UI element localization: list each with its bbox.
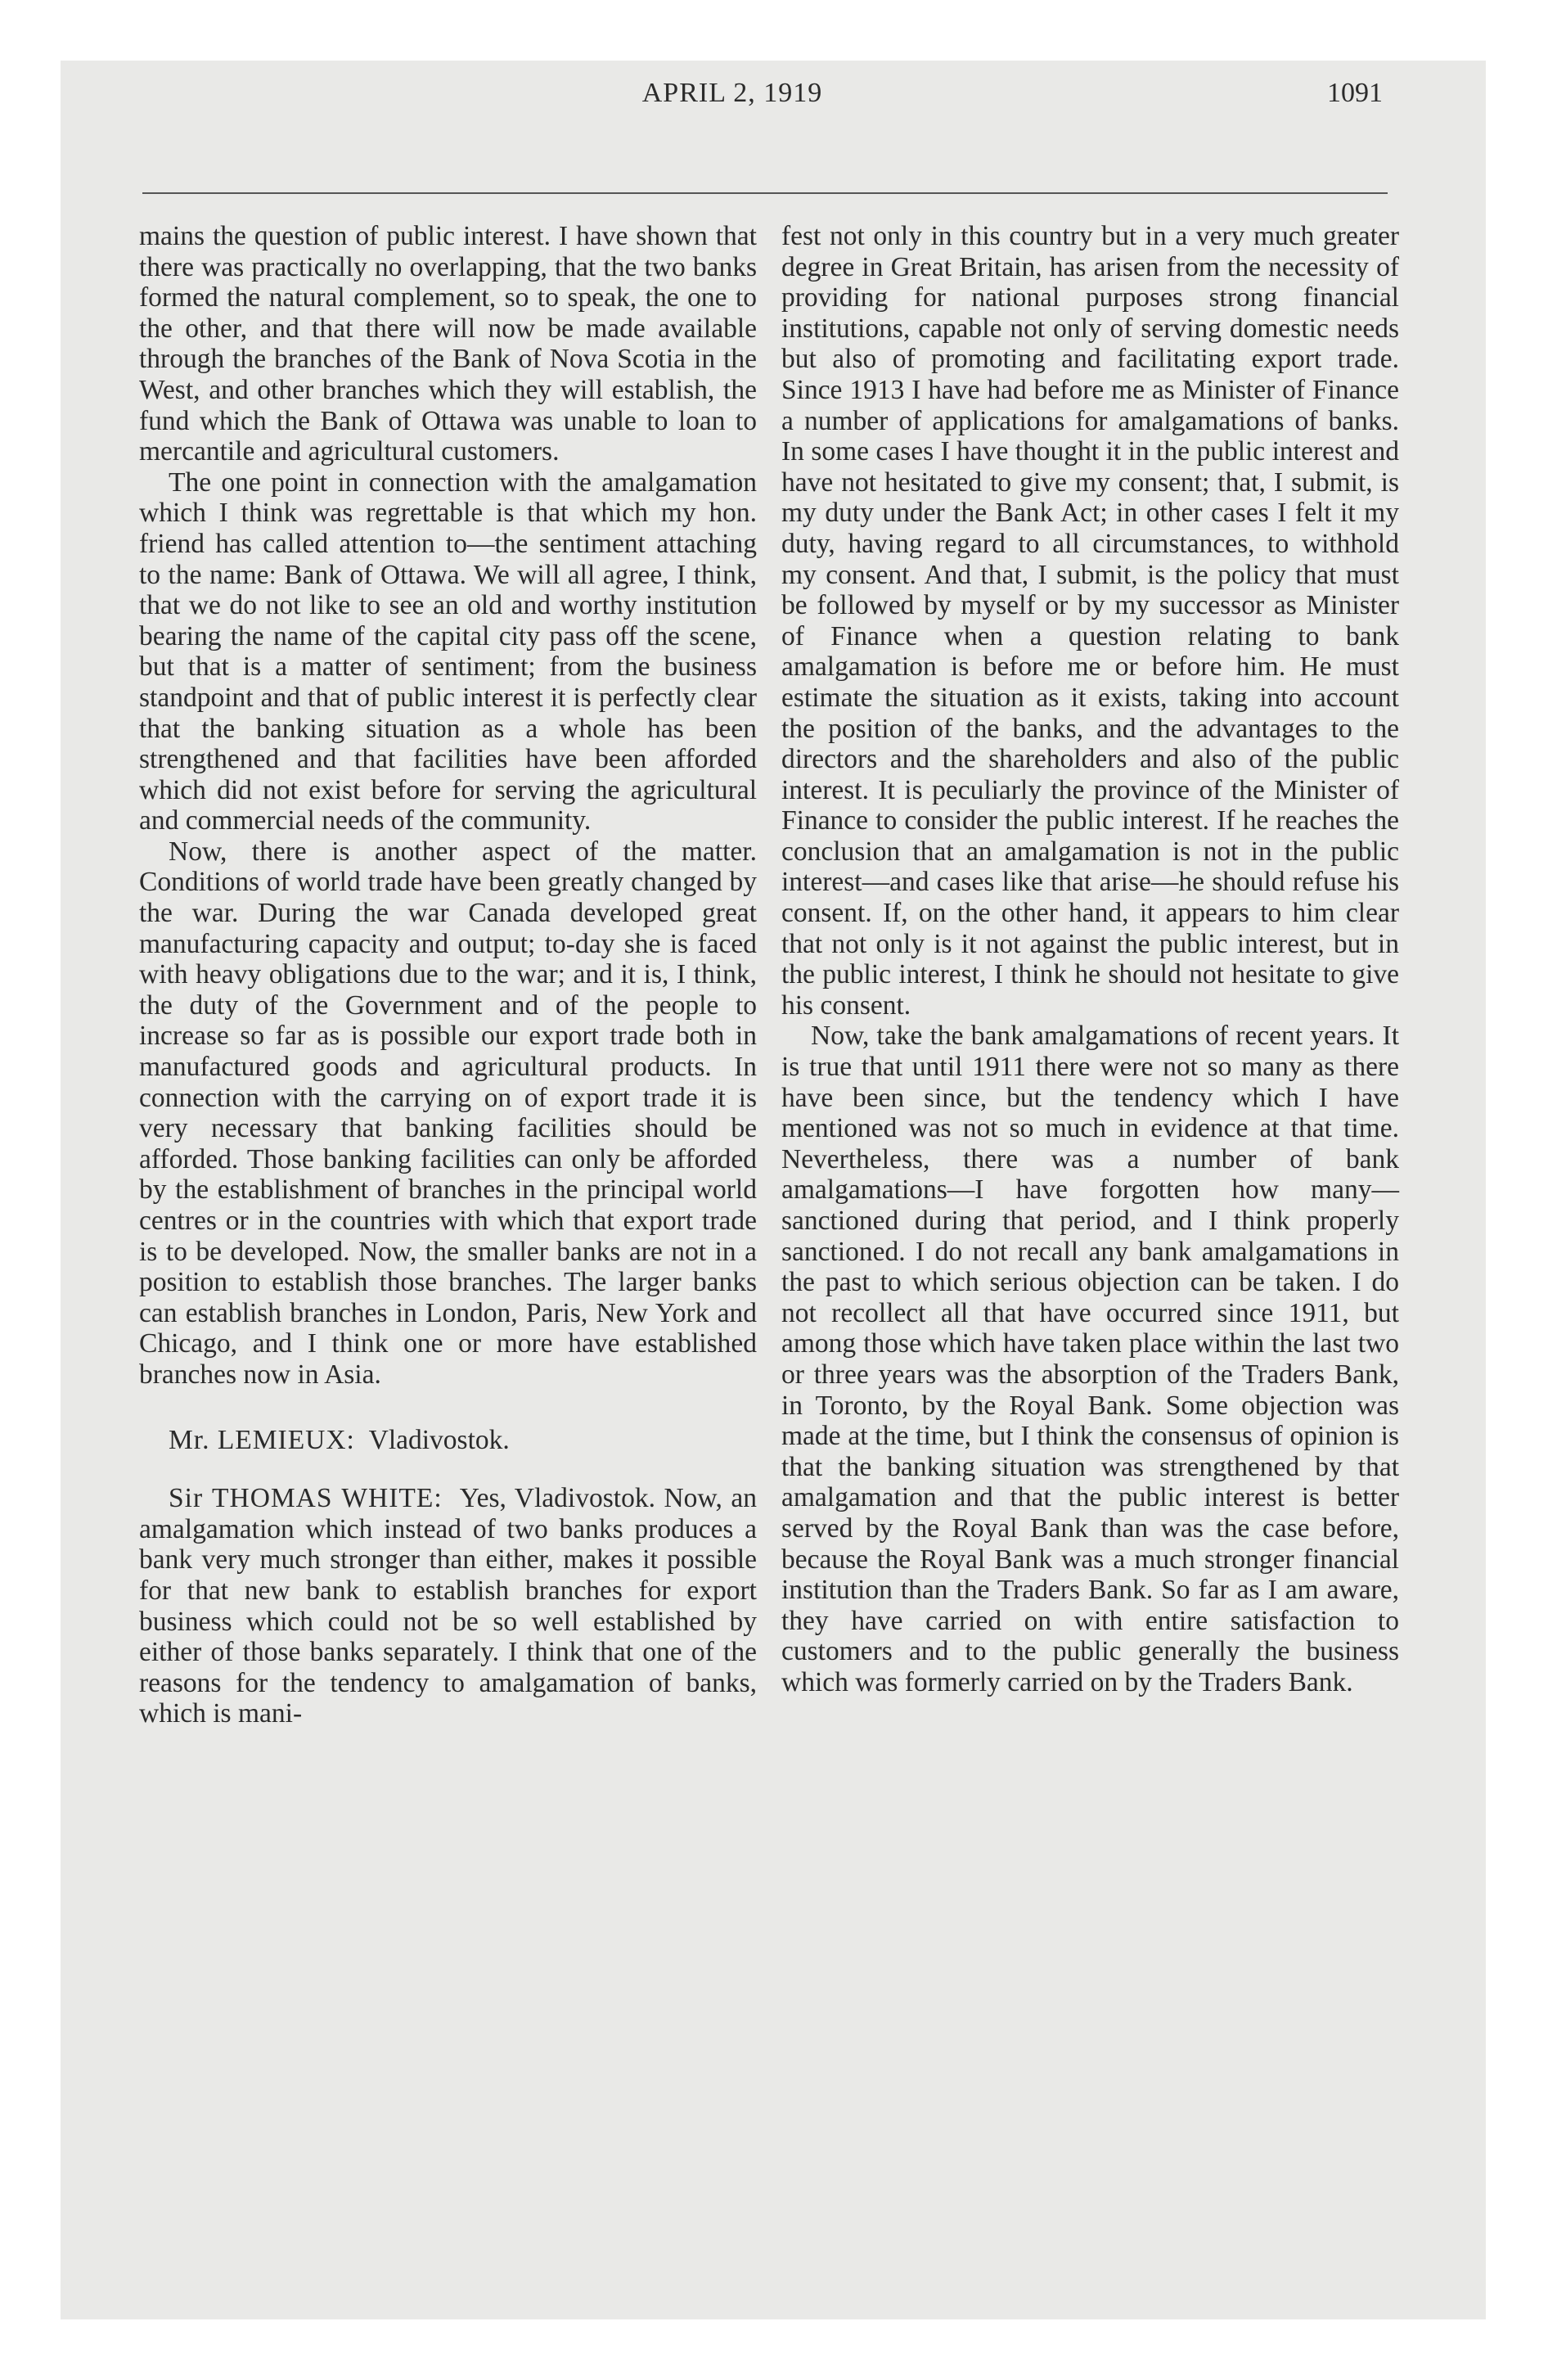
speaker-exchange bbox=[139, 1483, 757, 1729]
page-header bbox=[82, 78, 1383, 127]
paragraph: fest not only in this country but in a very much greater degree in Great Britain, has arisen from the necessity of providing for national purposes strong financial institutions, capable not only of serving domestic needs but also of promoting and facilitating export trade. Since 1913 I have had before me as Minister of Finance a number of applications for amalgamations of banks. In some cases I have thought it in the public interest and have not hesitated to give my consent; that, I submit, is my duty under the Bank Act; in other cases I felt it my duty, having regard to all circumstances, to withhold my consent. And that, I submit, is the policy that must be followed by myself or by my successor as Minister of Finance when a question relating to bank amalgamation is before me or before him. He must estimate the situation as it exists, taking into account the position of the banks, and the advantages to the directors and the shareholders and also of the public interest. It is peculiarly the province of the Minister of Finance to consider the public interest. If he reaches the conclusion that an amalgamation is not in the public interest—and cases like that arise—he should refuse his consent. If, on the other hand, it appears to him clear that not only is it not against the public interest, but in the public interest, I think he should not hesitate to give his consent. bbox=[781, 221, 1399, 1021]
header-divider bbox=[142, 192, 1388, 194]
paragraph: Now, take the bank amalgamations of recent years. It is true that until 1911 there were not so many as there have been since, but the tendency which I have mentioned was not so much in evidence at that time. Nevertheless, there was a number of bank amalgamations—I have forgotten how many—sanctioned during that period, and I think properly sanctioned. I do not recall any bank amalgamations in the past to which serious objection can be taken. I do not recollect all that have occurred since 1911, but among those which have taken place within the last two or three years was the absorption of the Traders Bank, in Toronto, by the Royal Bank. Some objection was made at the time, but I think the consensus of opinion is that the banking situation was strengthened by that amalgamation and that the public interest is better served by the Royal Bank than was the case before, because the Royal Bank was a much stronger financial institution than the Traders Bank. So far as I am aware, they have carried on with entire satisfaction to customers and to the public generally the business which was formerly carried on by the Traders Bank. bbox=[781, 1021, 1399, 1697]
speaker-exchange bbox=[139, 1425, 757, 1456]
paragraph: The one point in connection with the amalgamation which I think was regrettable is that which my hon. friend has called attention to—the sentiment attaching to the name: Bank of Ottawa. We will all agree, I think, that we do not like to see an old and worthy institution bearing the name of the capital city pass off the scene, but that is a matter of sentiment; from the business standpoint and that of public interest it is perfectly clear that the banking situation as a whole has been strengthened and that facilities have been afforded which did not exist before for serving the agricultural and commercial needs of the community. bbox=[139, 467, 757, 836]
speaker-name: Mr. LEMIEUX: bbox=[169, 1424, 355, 1455]
speaker-name: Sir THOMAS WHITE: bbox=[169, 1483, 443, 1514]
speaker-text: Vladivostok. bbox=[368, 1424, 510, 1455]
right-column bbox=[781, 221, 1399, 1698]
paragraph: Now, there is another aspect of the matter. Conditions of world trade have been greatly changed by the war. During the war Canada developed great manufacturing capacity and output; to-day she is faced with heavy obligations due to the war; and it is, I think, the duty of the Government and of the people to increase so far as is possible our export trade both in manufactured goods and agricultural products. In connection with the carrying on of export trade it is very necessary that banking facilities should be afforded. Those banking facilities can only be afforded by the establishment of branches in the principal world centres or in the countries with which that export trade is to be developed. Now, the smaller banks are not in a position to establish those branches. The larger banks can establish branches in London, Paris, New York and Chicago, and I think one or more have established branches now in Asia. bbox=[139, 836, 757, 1390]
paragraph: mains the question of public interest. I have shown that there was practically no overlapping, that the two banks formed the natural complement, so to speak, the one to the other, and that there will now be made available through the branches of the Bank of Nova Scotia in the West, and other branches which they will establish, the fund which the Bank of Ottawa was unable to loan to mercantile and agricultural customers. bbox=[139, 221, 757, 467]
speaker-text: Yes, Vladivostok. Now, an amalgamation which instead of two banks produces a bank very much stronger than either, makes it possible for that new bank to establish branches for export business which could not be so well established by either of those banks separately. I think that one of the reasons for the tendency to amalgamation of banks, which is mani- bbox=[139, 1483, 757, 1729]
page-number: 1091 bbox=[1327, 78, 1383, 108]
header-date: APRIL 2, 1919 bbox=[641, 78, 823, 108]
left-column bbox=[139, 221, 757, 1729]
